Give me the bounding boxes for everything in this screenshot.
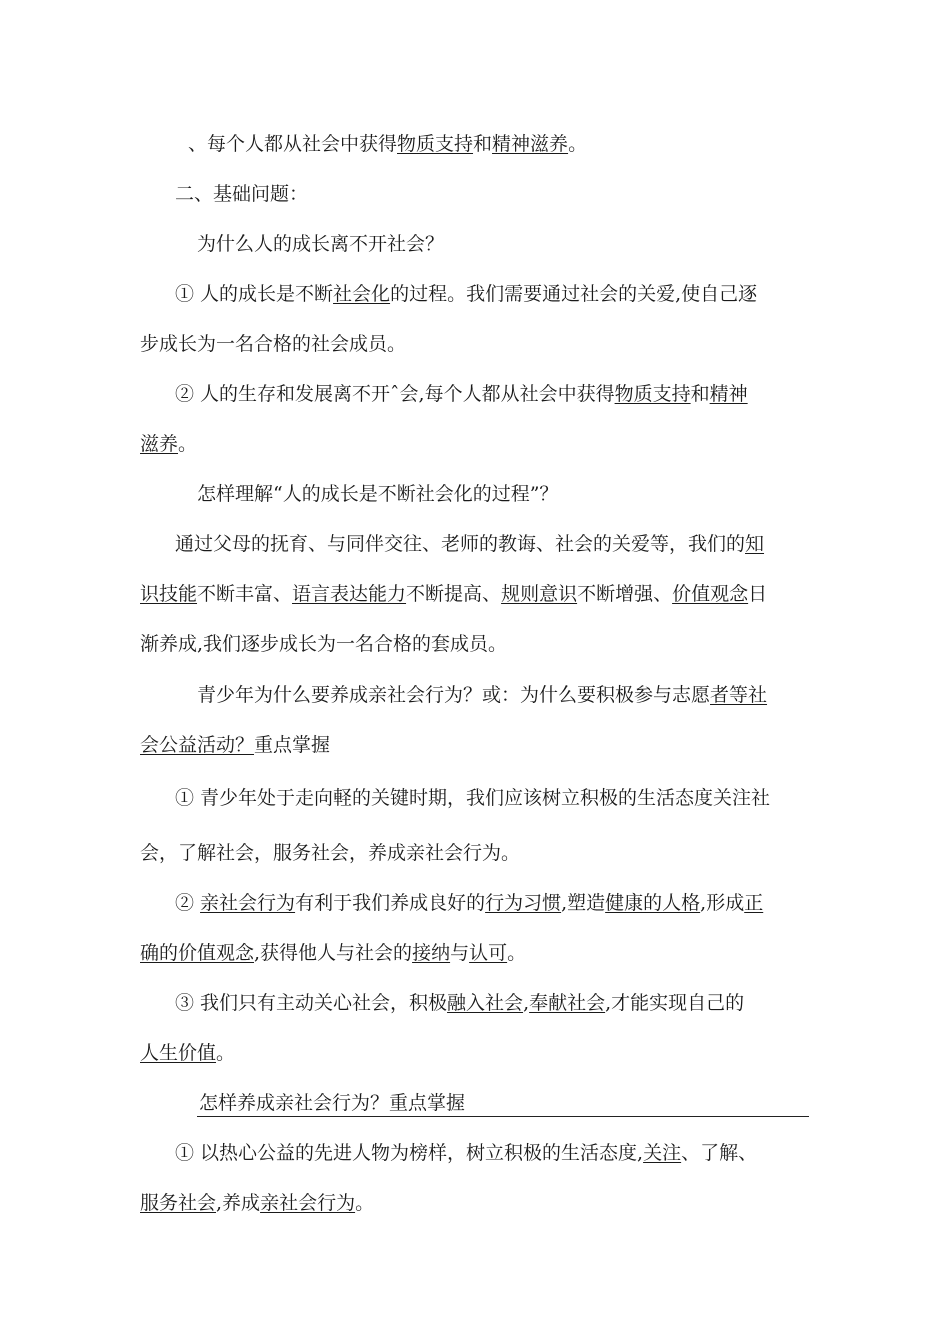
underlined-term: 语言表达能力 <box>292 583 407 605</box>
text-line <box>140 1040 235 1066</box>
text-segment: ③ 我们只有主动关心社会，积极 <box>175 992 448 1014</box>
text-segment: 和 <box>473 133 493 155</box>
text-line <box>175 1140 757 1166</box>
text-line <box>175 990 744 1016</box>
text-segment: 二、基础问题： <box>175 183 309 205</box>
text-line <box>197 682 767 708</box>
text-line <box>140 331 406 357</box>
underlined-term: 规则意识 <box>501 583 578 605</box>
underlined-term: 正 <box>744 892 764 914</box>
text-line <box>188 131 587 157</box>
underlined-term: 会公益活动？ <box>140 734 255 756</box>
text-segment: 会，了解社会，服务社会，养成亲社会行为。 <box>140 842 521 864</box>
text-segment: ① 青少年处于走向軽的关键时期，我们应该树立积极的生活态度关注社 <box>175 787 771 809</box>
text-line <box>175 890 763 916</box>
underlined-term: 接纳 <box>412 942 451 964</box>
text-line <box>140 1190 374 1216</box>
text-segment: 不断增强、 <box>577 583 673 605</box>
underlined-term: 物质支持 <box>614 383 691 405</box>
underlined-term: 知 <box>745 533 765 555</box>
text-segment: 和 <box>690 383 710 405</box>
underlined-term: 亲社会行为 <box>200 892 296 914</box>
text-segment: 。 <box>355 1192 375 1214</box>
underlined-term: 精神滋养 <box>492 133 569 155</box>
text-line <box>140 581 767 607</box>
text-segment: 重点掌握 <box>254 734 331 756</box>
text-segment: 青少年为什么要养成亲社会行为？或：为什么要积极参与志愿 <box>197 684 711 706</box>
underlined-term: 融入社会 <box>447 992 524 1014</box>
text-segment: 。 <box>507 942 527 964</box>
underlined-term: 服务社会 <box>140 1192 217 1214</box>
text-segment: 有利于我们养成良好的 <box>295 892 486 914</box>
text-line <box>140 940 526 966</box>
text-segment: ,形成 <box>700 892 745 914</box>
horizontal-rule <box>197 1116 809 1117</box>
text-segment: ,养成 <box>216 1192 261 1214</box>
text-line <box>199 1090 465 1116</box>
text-line <box>140 840 520 866</box>
text-segment: ② <box>175 892 201 914</box>
text-line <box>175 785 770 811</box>
text-segment: 。 <box>216 1042 236 1064</box>
text-segment: 通过父母的抚育、与同伴交往、老师的教诲、社会的关爱等，我们的 <box>175 533 746 555</box>
text-segment: , <box>523 992 530 1014</box>
text-segment: 怎样养成亲社会行为？重点掌握 <box>199 1092 466 1114</box>
text-segment: 与 <box>450 942 470 964</box>
underlined-term: 关注 <box>643 1142 682 1164</box>
underlined-term: 人生价值 <box>140 1042 217 1064</box>
underlined-term: 健康的人格 <box>605 892 701 914</box>
text-segment: 。 <box>568 133 588 155</box>
underlined-term: 确的价值观念 <box>140 942 255 964</box>
underlined-term: 奉献社会 <box>529 992 606 1014</box>
text-segment: 。 <box>178 433 198 455</box>
text-segment: 、每个人都从社会中获得 <box>188 133 398 155</box>
underlined-term: 亲社会行为 <box>260 1192 356 1214</box>
underlined-term: 识技能 <box>140 583 198 605</box>
underlined-term: 物质支持 <box>397 133 474 155</box>
text-segment: 渐养成,我们逐步成长为一名合格的套成员。 <box>140 633 508 655</box>
text-segment: 为什么人的成长离不开社会？ <box>197 233 445 255</box>
text-segment: ,获得他人与社会的 <box>254 942 413 964</box>
text-line <box>140 431 197 457</box>
text-segment: ,才能实现自己的 <box>605 992 745 1014</box>
text-segment: ② 人的生存和发展离不开ˆ会,每个人都从社会中获得 <box>175 383 615 405</box>
text-segment: 怎样理解“人的成长是不断社会化的过程”？ <box>197 483 559 505</box>
text-segment: 、了解、 <box>681 1142 758 1164</box>
text-line <box>140 631 507 657</box>
text-segment: 不断丰富、 <box>197 583 293 605</box>
underlined-term: 社会化 <box>333 283 391 305</box>
text-segment: 日 <box>748 583 768 605</box>
underlined-term: 认可 <box>469 942 508 964</box>
underlined-term: 精神 <box>709 383 748 405</box>
text-line <box>175 531 764 557</box>
text-segment: 步成长为一名合格的社会成员。 <box>140 333 407 355</box>
text-line <box>197 231 444 257</box>
text-line <box>175 381 748 407</box>
text-line <box>140 732 330 758</box>
text-line <box>175 281 757 307</box>
underlined-term: 行为习惯 <box>485 892 562 914</box>
text-line <box>175 181 308 207</box>
text-segment: ,塑造 <box>561 892 606 914</box>
text-segment: 不断提高、 <box>406 583 502 605</box>
text-segment: 的过程。我们需要通过社会的关爱,使自己逐 <box>390 283 758 305</box>
underlined-term: 滋养 <box>140 433 179 455</box>
text-line <box>197 481 558 507</box>
text-segment: ① 以热心公益的先进人物为榜样，树立积极的生活态度, <box>175 1142 644 1164</box>
underlined-term: 者等社 <box>710 684 768 706</box>
text-segment: ① 人的成长是不断 <box>175 283 334 305</box>
underlined-term: 价值观念 <box>672 583 749 605</box>
